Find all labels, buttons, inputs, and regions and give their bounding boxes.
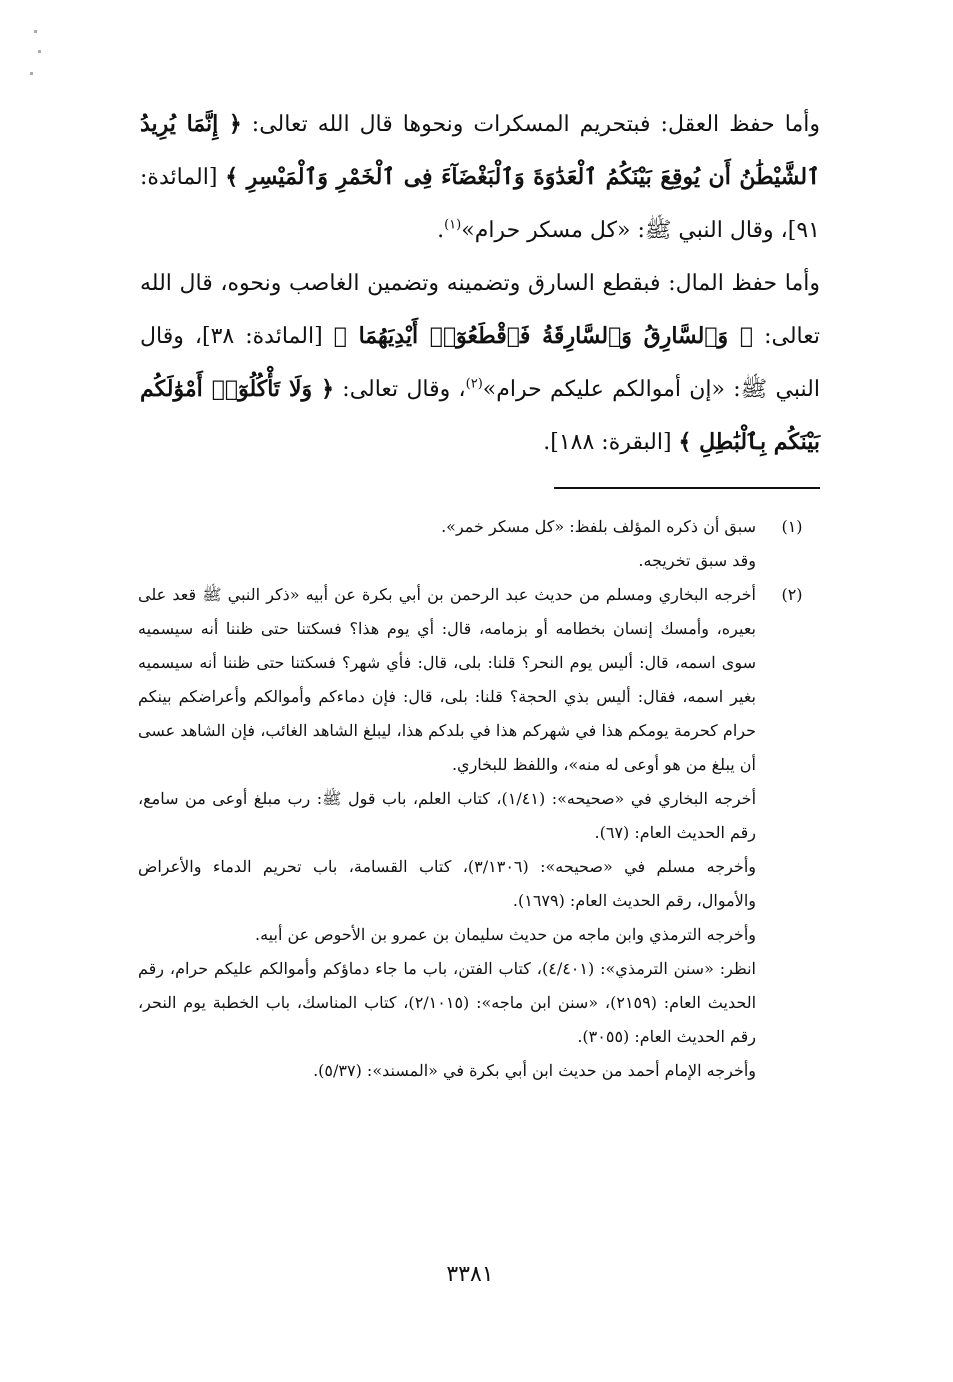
scan-speck (34, 30, 37, 33)
connector-text: ، وقال تعالى: (334, 377, 466, 402)
footnote-text: وأخرجه مسلم في «صحيحه»: (٣/١٣٠٦)، كتاب القسامة، باب تحريم الدماء والأعراض والأموال، رقم الحديث العام: (١٦٧٩). (138, 857, 756, 910)
verse-reference: [المائدة: ٩١]، (140, 165, 820, 243)
footnotes (138, 510, 820, 1088)
hadith-quote: وقال النبي ﷺ: «كل مسكر حرام» (461, 218, 774, 243)
quran-verse: ﴿ وَلَا تَأْكُلُوٓا۟ أَمْوَٰلَكُم بَيْنَكُم بِٱلْبَٰطِلِ ﴾ (140, 376, 820, 455)
footnote-2 (138, 578, 820, 1088)
footnote-1 (138, 510, 820, 578)
hadith-quote: وقال النبي ﷺ: «إن أموالكم عليكم حرام» (140, 324, 820, 402)
scan-speck (38, 50, 41, 53)
footnote-number: (٢) (781, 585, 803, 604)
footnote-text: وقد سبق تخريجه. (638, 551, 756, 570)
scan-speck (30, 72, 33, 75)
footnote-text: انظر: «سنن الترمذي»: (٤/٤٠١)، كتاب الفتن، باب ما جاء دماؤكم وأموالكم عليكم حرام، رقم الحديث العام: (٢١٥٩)، «سنن ابن ماجه»: (٢/١٠١٥)، كتاب المناسك، باب الخطبة يوم النحر، رقم الحديث العام: (٣٠٥٥). (138, 959, 757, 1046)
quran-verse: ﴿ وَٱلسَّارِقُ وَٱلسَّارِقَةُ فَٱقْطَعُوٓا۟ أَيْدِيَهُمَا ﴾ (333, 323, 754, 349)
paragraph-intellect (140, 98, 820, 257)
main-text (140, 98, 820, 469)
quran-verse: ﴿ إِنَّمَا يُرِيدُ ٱلشَّيْطَٰنُ أَن يُوقِعَ بَيْنَكُمُ ٱلْعَدَٰوَةَ وَٱلْبَغْضَآءَ فِى ٱلْخَمْرِ وَٱلْمَيْسِرِ ﴾ (140, 111, 820, 190)
footnote-text: وأخرجه الإمام أحمد من حديث ابن أبي بكرة في «المسند»: (٥/٣٧). (313, 1061, 756, 1080)
paragraph-wealth (140, 257, 820, 469)
footnote-separator (554, 487, 820, 489)
footnote-text: أخرجه البخاري في «صحيحه»: (١/٤١)، كتاب العلم، باب قول ﷺ: رب مبلغ أوعى من سامع، رقم الحديث العام: (٦٧). (138, 789, 757, 842)
footnote-text: سبق أن ذكره المؤلف بلفظ: «كل مسكر خمر». (441, 517, 756, 536)
footnote-number: (١) (781, 517, 803, 536)
verse-reference: [المائدة: ٣٨]، (194, 324, 334, 349)
wealth-lead: وأما حفظ المال: فبقطع السارق وتضمينه وتضمين الغاصب ونحوه، قال الله تعالى: (140, 271, 821, 349)
intellect-lead: وأما حفظ العقل: فبتحريم المسكرات ونحوها قال الله تعالى: (241, 112, 820, 137)
sentence-end: . (437, 218, 445, 243)
footnote-text: وأخرجه الترمذي وابن ماجه من حديث سليمان بن عمرو بن الأحوص عن أبيه. (255, 925, 756, 944)
page-number: ٣٣٨١ (446, 1262, 494, 1287)
verse-reference: [البقرة: ١٨٨]. (543, 430, 679, 455)
footnote-marker[interactable]: (١) (444, 217, 462, 233)
footnote-text: أخرجه البخاري ومسلم من حديث عبد الرحمن بن أبي بكرة عن أبيه «ذكر النبي ﷺ قعد على بعيره، وأمسك إنسان بخطامه أو بزمامه، قال: أي يوم هذا؟ فسكتنا حتى ظننا أنه سيسميه سوى اسمه، قال: أليس يوم النحر؟ قلنا: بلى، قال: فأي شهر؟ فسكتنا حتى ظننا أنه سيسميه بغير اسمه، فقال: أليس بذي الحجة؟ قلنا: بلى، قال: فإن دماءكم وأموالكم وأعراضكم بينكم حرام كحرمة يومكم هذا في شهركم هذا في بلدكم هذا، ليبلغ الشاهد الغائب، فإن الشاهد عسى أن يبلغ من هو أوعى له منه»، واللفظ للبخاري. (138, 585, 756, 774)
footnote-marker[interactable]: (٢) (465, 376, 483, 392)
